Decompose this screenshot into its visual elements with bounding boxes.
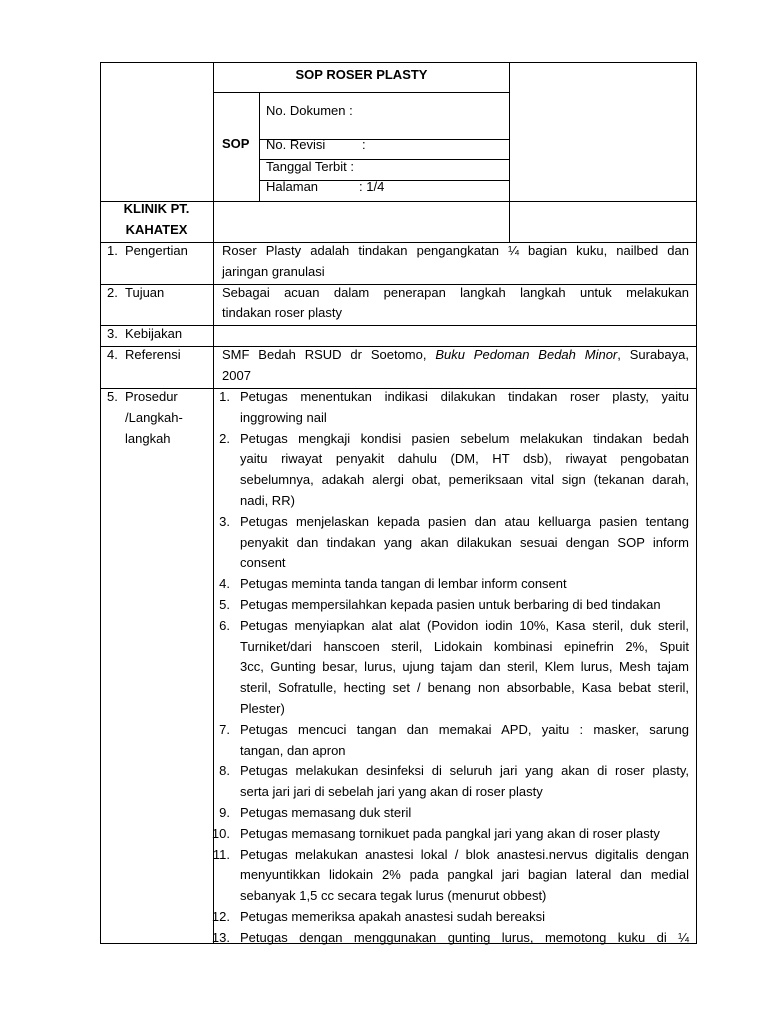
procedure-step-text: sebanyak 1,5 cc secara tegak lurus (menurut obbest)	[240, 888, 547, 904]
procedure-step-text: 3cc, Gunting besar, lurus, ujung tajam dan steril, Klem lurus, Mesh tajam	[240, 659, 689, 675]
procedure-step-text: Petugas memeriksa apakah anastesi sudah bereaksi	[240, 909, 545, 924]
procedure-step-number: 9.	[219, 805, 230, 820]
table-left-border	[100, 62, 101, 944]
no-revisi-colon: :	[362, 137, 366, 152]
procedure-step-text: Petugas mengkaji kondisi pasien sebelum melakukan tindakan bedah	[240, 430, 689, 446]
no-dokumen-label: No. Dokumen :	[266, 103, 353, 118]
section-label-prosedur: langkah	[125, 431, 171, 446]
clinic-name-line1: KLINIK PT.	[123, 201, 190, 216]
tujuan-line: tindakan roser plasty	[222, 305, 342, 320]
procedure-step-text: sebelumnya, adakah alergi obat, pemeriksaan vital sign (tekanan darah,	[240, 472, 689, 488]
section-num-kebijakan: 3.	[107, 326, 118, 341]
section-label-pengertian: Pengertian	[125, 243, 188, 258]
section-num-prosedur: 5.	[107, 389, 118, 404]
procedure-step-text: Petugas mempersilahkan kepada pasien untuk berbaring di bed tindakan	[240, 597, 661, 612]
procedure-step-text: inggrowing nail	[240, 409, 327, 425]
procedure-step-text: Petugas dengan menggunakan gunting lurus, memotong kuku di ¼	[240, 929, 689, 945]
procedure-step-number: 2.	[219, 430, 230, 446]
halaman-value: : 1/4	[359, 179, 385, 194]
no-revisi-label: No. Revisi	[266, 137, 326, 152]
referensi-book-title: Buku Pedoman Bedah Minor	[435, 347, 618, 362]
referensi-source: SMF Bedah RSUD dr Soetomo,	[222, 347, 427, 362]
tujuan-line: Sebagai acuan dalam penerapan langkah langkah untuk melakukan	[222, 285, 689, 300]
procedure-step-text: nadi, RR)	[240, 493, 295, 508]
procedure-step-text: menyuntikkan lidokain 2% pada pangkal jari bagian lateral dan medial	[240, 867, 689, 883]
procedure-step-text: serta jari jari di sebelah jari yang akan di roser plasty	[240, 784, 543, 800]
procedure-step-number: 13.	[211, 929, 230, 945]
table-right-border	[696, 62, 697, 944]
tanggal-terbit-label: Tanggal Terbit :	[266, 159, 354, 174]
procedure-step-text: Petugas melakukan anastesi lokal / blok anastesi.nervus digitalis dengan	[240, 846, 689, 862]
section-label-prosedur: Prosedur	[125, 389, 178, 404]
section-label-prosedur: /Langkah-	[125, 410, 183, 425]
section-label-kebijakan: Kebijakan	[125, 326, 183, 341]
procedure-step-text: consent	[240, 555, 286, 571]
procedure-step-text: Petugas memasang tornikuet pada pangkal jari yang akan di roser plasty	[240, 825, 660, 841]
row-sep-tujuan	[100, 325, 697, 326]
procedure-step-number: 12.	[211, 909, 230, 924]
pengertian-line: jaringan granulasi	[222, 264, 325, 279]
procedure-step-text: yaitu riwayat penyakit dahulu (DM, HT dsb), riwayat pengobatan	[240, 451, 689, 467]
procedure-step-number: 5.	[219, 597, 230, 612]
referensi-year: 2007	[222, 368, 251, 383]
procedure-step-number: 11.	[212, 846, 230, 862]
header-title-underline	[213, 92, 510, 93]
section-num-pengertian: 1.	[107, 243, 118, 258]
procedure-step-text: penyakit dan tindakan yang akan dilakukan sesuai dengan SOP inform	[240, 534, 689, 550]
procedure-step-text: Petugas memasang duk steril	[240, 805, 412, 820]
procedure-step-text: Petugas mencuci tangan dan memakai APD, yaitu : masker, sarung	[240, 721, 689, 737]
procedure-step-text: tangan, dan apron	[240, 742, 346, 758]
procedure-step-text: Turniket/dari hanscoen steril, Lidokain kombinasi epinefrin 2%, Spuit	[240, 638, 689, 654]
procedure-step-text: Petugas meminta tanda tangan di lembar inform consent	[240, 576, 567, 592]
section-num-referensi: 4.	[107, 347, 118, 362]
procedure-step-text: steril, Sofratulle, hecting set / benang non absorbable, Kasa bebat steril,	[240, 680, 689, 696]
clinic-name-line2: KAHATEX	[125, 222, 188, 237]
pengertian-line: Roser Plasty adalah tindakan pengangkatan ¼ bagian kuku, nailbed dan	[222, 243, 689, 258]
procedure-step-text: Plester)	[240, 701, 285, 716]
section-label-referensi: Referensi	[125, 347, 181, 362]
header-divider-right	[509, 62, 510, 243]
procedure-step-number: 8.	[219, 763, 230, 779]
referensi-line	[222, 345, 689, 366]
procedure-step-number: 1.	[219, 389, 230, 404]
procedure-step-text: Petugas melakukan desinfeksi di seluruh jari yang akan di roser plasty,	[240, 763, 689, 779]
procedure-step-number: 7.	[219, 721, 230, 737]
procedure-step-text: Petugas menyiapkan alat alat (Povidon iodin 10%, Kasa steril, duk steril,	[240, 617, 689, 633]
procedure-step-text: Petugas menjelaskan kepada pasien dan atau kelluarga pasien tentang	[240, 513, 689, 529]
procedure-step-number: 6.	[219, 617, 230, 633]
referensi-city: , Surabaya,	[617, 347, 689, 362]
procedure-step-text: Petugas menentukan indikasi dilakukan tindakan roser plasty, yaitu	[240, 389, 689, 404]
section-label-tujuan: Tujuan	[125, 285, 165, 300]
procedure-step-number: 10.	[211, 825, 230, 841]
procedure-step-number: 3.	[219, 513, 230, 529]
sop-label: SOP	[222, 136, 250, 151]
header-divider-sop	[259, 92, 260, 202]
document-title: SOP ROSER PLASTY	[295, 67, 428, 82]
halaman-label: Halaman	[266, 179, 319, 194]
procedure-step-number: 4.	[219, 576, 230, 592]
section-num-tujuan: 2.	[107, 285, 118, 300]
